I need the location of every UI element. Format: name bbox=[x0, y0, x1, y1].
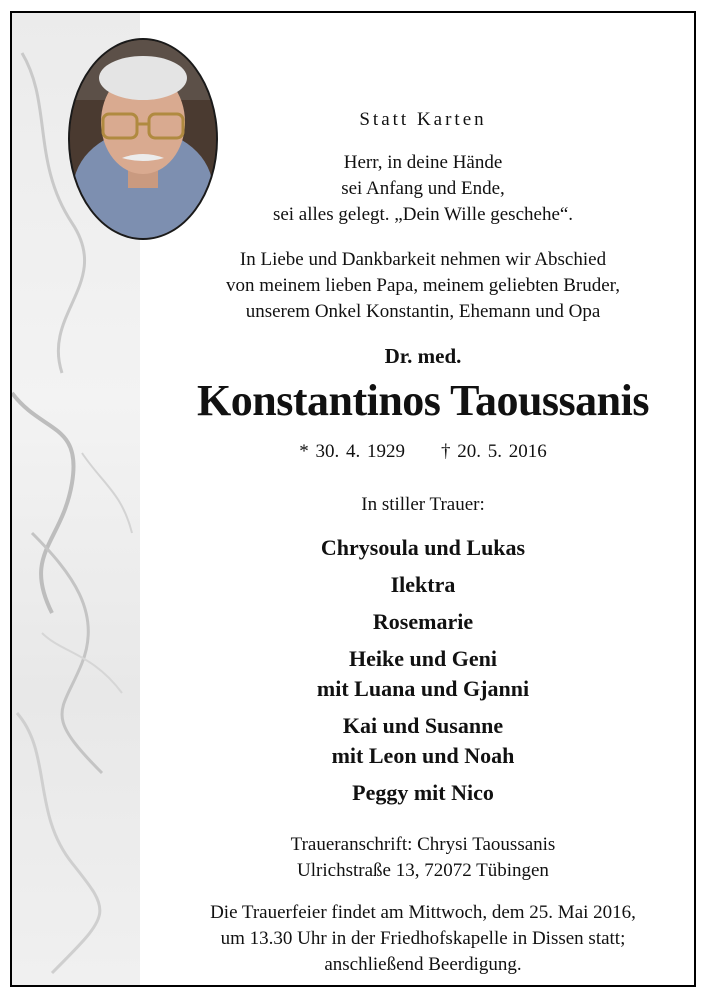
mourner-group bbox=[152, 570, 694, 600]
mourner-line: mit Leon und Noah bbox=[331, 743, 515, 768]
mourner-group bbox=[152, 711, 694, 771]
farewell-line: unserem Onkel Konstantin, Ehemann und Opa bbox=[245, 301, 601, 322]
mourning-label: In stiller Trauer: bbox=[361, 494, 485, 515]
verse-line: Herr, in deine Hände bbox=[343, 152, 503, 173]
birth-date: * 30. 4. 1929 bbox=[299, 441, 405, 462]
mourner-line: Rosemarie bbox=[372, 609, 474, 634]
service-line: Die Trauerfeier findet am Mittwoch, dem 25. Mai 2016, bbox=[210, 902, 636, 923]
address-line: Ulrichstraße 13, 72072 Tübingen bbox=[297, 860, 549, 881]
verse bbox=[152, 150, 694, 228]
farewell-text bbox=[152, 247, 694, 325]
death-date: † 20. 5. 2016 bbox=[441, 441, 547, 462]
verse-line: sei Anfang und Ende, bbox=[341, 178, 505, 199]
funeral-service-info bbox=[152, 900, 694, 978]
mourner-line: mit Luana und Gjanni bbox=[316, 676, 530, 701]
intro-text: Statt Karten bbox=[359, 109, 487, 130]
farewell-line: von meinem lieben Papa, meinem geliebten Bruder, bbox=[226, 275, 620, 296]
verse-line: sei alles gelegt. „Dein Wille geschehe“. bbox=[272, 204, 574, 225]
address-line: Traueranschrift: Chrysi Taoussanis bbox=[290, 834, 556, 855]
mourner-group bbox=[152, 607, 694, 637]
mourner-line: Heike und Geni bbox=[349, 646, 497, 671]
mourner-group bbox=[152, 778, 694, 808]
mourner-line: Chrysoula und Lukas bbox=[320, 535, 526, 560]
mourner-group bbox=[152, 644, 694, 704]
mourner-group bbox=[152, 533, 694, 563]
mourner-line: Ilektra bbox=[390, 572, 456, 597]
mourner-line: Peggy mit Nico bbox=[352, 780, 494, 805]
farewell-line: In Liebe und Dankbarkeit nehmen wir Abschied bbox=[239, 249, 607, 270]
service-line: anschließend Beerdigung. bbox=[324, 954, 522, 975]
deceased-name: Konstantinos Taoussanis bbox=[197, 376, 649, 425]
mourning-address bbox=[152, 832, 694, 884]
academic-title: Dr. med. bbox=[384, 344, 462, 368]
mourners-list bbox=[152, 533, 694, 815]
notice-text bbox=[152, 13, 694, 985]
obituary-frame bbox=[10, 11, 696, 987]
service-line: um 13.30 Uhr in der Friedhofskapelle in Dissen statt; bbox=[220, 928, 626, 949]
mourner-line: Kai und Susanne bbox=[342, 713, 504, 738]
life-dates bbox=[152, 441, 694, 463]
